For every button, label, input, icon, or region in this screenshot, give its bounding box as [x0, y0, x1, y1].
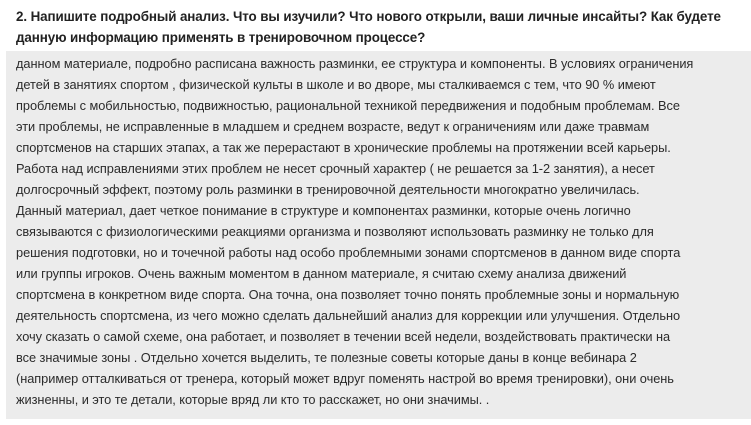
answer-line: спортсменов на старших этапах, а так же перерастают в хронические проблемы на протяжении всей карьеры. [16, 140, 671, 155]
answer-line: Работа над исправлениями этих проблем не несет срочный характер ( не решается за 1-2 занятия), а несет [16, 161, 655, 176]
answer-text-area[interactable] [6, 51, 751, 419]
answer-line: детей в занятиях спортом , физической культы в школе и во дворе, мы сталкиваемся с тем, что 90 % имеют [16, 77, 656, 92]
answer-line: проблемы с мобильностью, подвижностью, рациональной техникой передвижения и подобным проблемам. Все [16, 98, 680, 113]
answer-line: спортсмена в конкретном виде спорта. Она точна, она позволяет точно понять проблемные зоны и нормальную [16, 287, 680, 302]
answer-line: решения подготовки, но и точечной работы над особо проблемными зонами спортсменов в данном виде спорта [16, 245, 681, 260]
answer-line: жизненны, и это те детали, которые вряд ли кто то расскажет, но они значимы. . [16, 392, 490, 407]
answer-line: долгосрочный эффект, поэтому роль разминки в тренировочной деятельности многократно увеличилась. [16, 182, 640, 197]
answer-line: (например отталкиваться от тренера, который может вдруг поменять настрой во время тренировки), они очень [16, 371, 674, 386]
answer-line: Данный материал, дает четкое понимание в структуре и компонентах разминки, которые очень логично [16, 203, 631, 218]
answer-line: хочу сказать о самой схеме, она работает, и позволяет в течении всей недели, воздействовать практически на [16, 329, 671, 344]
answer-line: деятельность спортсмена, из чего можно сделать дальнейший анализ для коррекции или улучшения. Отдельно [16, 308, 681, 323]
answer-line: данном материале, подробно расписана важность разминки, ее структура и компоненты. В условиях ограничения [16, 56, 694, 71]
question-line-1: 2. Напишите подробный анализ. Что вы изучили? Что нового открыли, ваши личные инсайты? Как будете [16, 9, 721, 24]
answer-line: все значимые зоны . Отдельно хочется выделить, те полезные советы которые даны в конце вебинара 2 [16, 350, 637, 365]
question-line-2: данную информацию применять в тренировочном процессе? [16, 30, 426, 45]
answer-line: эти проблемы, не исправленные в младшем и среднем возрасте, ведут к ограничениям или даже травмам [16, 119, 650, 134]
question-heading [0, 0, 751, 48]
answer-line: связываются с физиологическими реакциями организма и позволяют использовать разминку не только для [16, 224, 654, 239]
answer-line: или группы игроков. Очень важным моментом в данном материале, я считаю схему анализа движений [16, 266, 627, 281]
